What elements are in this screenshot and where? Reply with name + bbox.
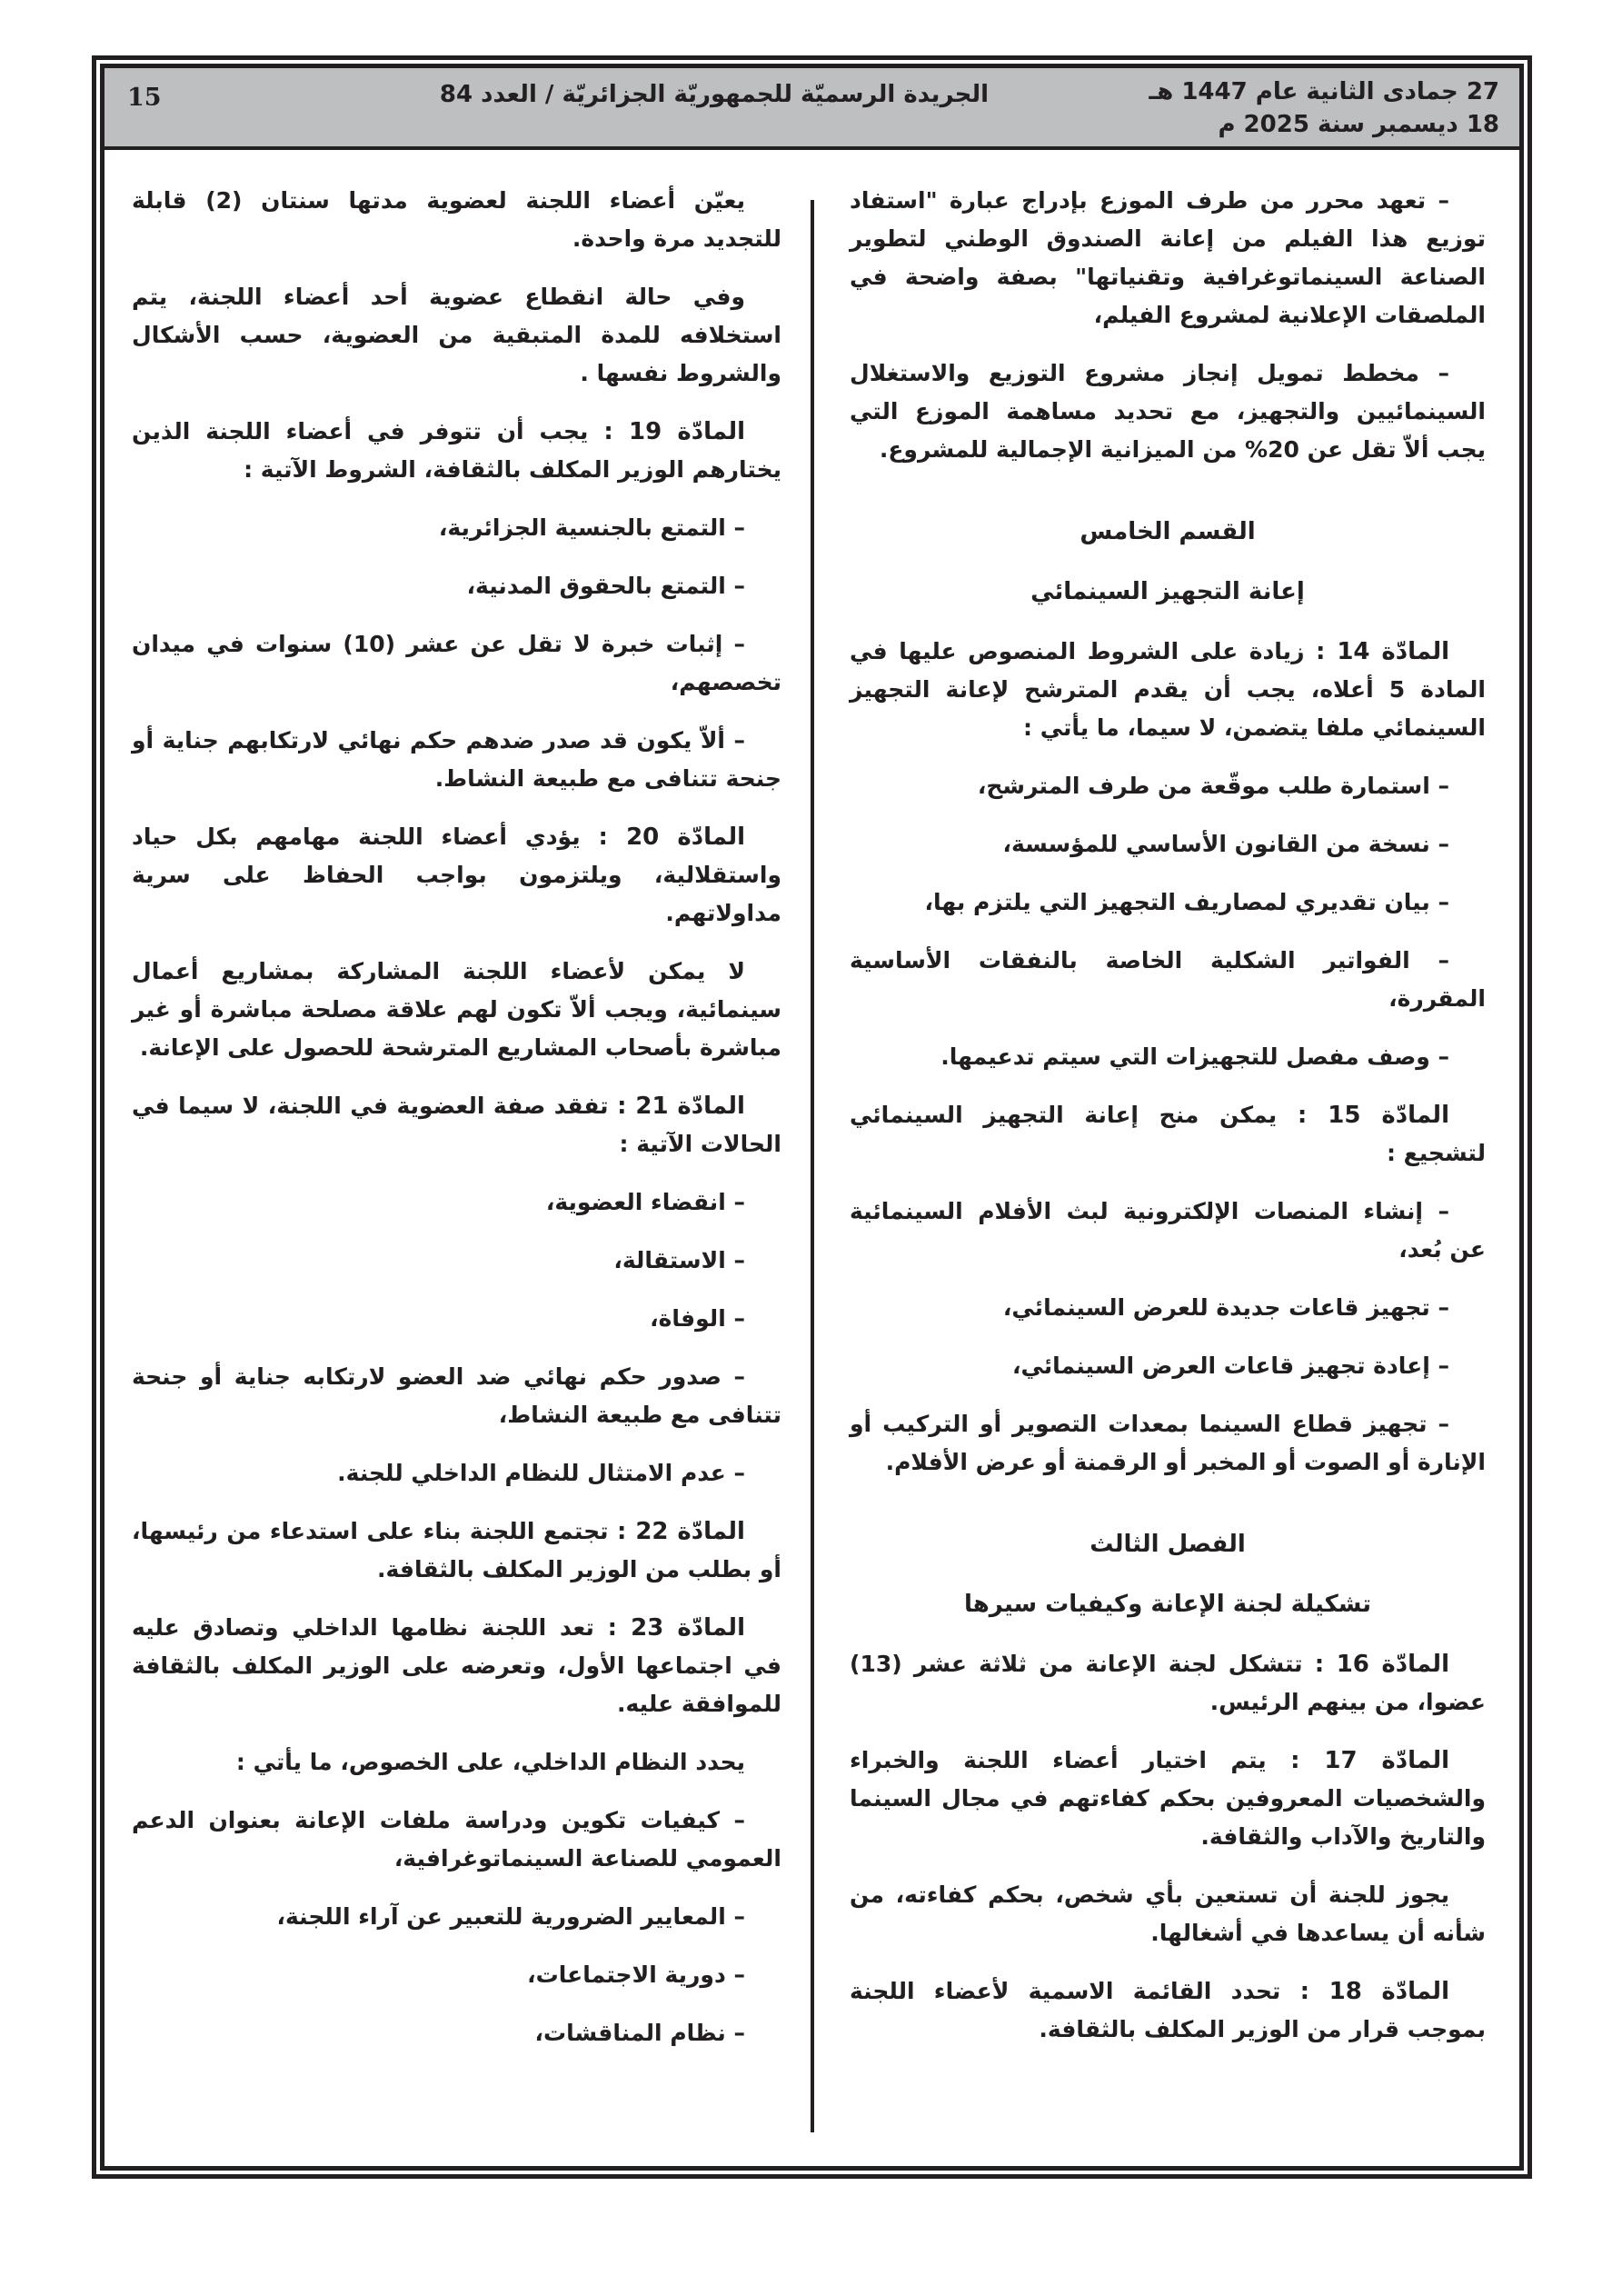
list-item: – انقضاء العضوية، [132, 1183, 781, 1222]
article-15 [850, 1096, 1486, 1173]
paragraph: لا يمكن لأعضاء اللجنة المشاركة بمشاريع أعمال سينمائية، ويجب ألاّ تكون لهم علاقة مصلحة مباشرة أو غير مباشرة بأصحاب المشاريع المترشحة للحصول على الإعانة. [132, 958, 781, 1061]
list-item: – بيان تقديري لمصاريف التجهيز التي يلتزم بها، [850, 883, 1486, 922]
article-text: تجتمع اللجنة بناء على استدعاء من رئيسها، أو بطلب من الوزير المكلف بالثقافة. [132, 1518, 781, 1582]
column-divider [811, 200, 814, 2132]
article-text: زيادة على الشروط المنصوص عليها في المادة 5 أعلاه، يجب أن يقدم المترشح لإعانة التجهيز السينمائي ملفا يتضمن، لا سيما، ما يأتي : [850, 638, 1486, 741]
section-heading: القسم الخامس [1080, 518, 1256, 545]
article-23 [132, 1609, 781, 1723]
paragraph: يعيّن أعضاء اللجنة لعضوية مدتها سنتان (2) قابلة للتجديد مرة واحدة. [132, 187, 781, 252]
article-label: المادّة 19 : [603, 418, 745, 445]
list-item: – الوفاة، [132, 1300, 781, 1338]
header-dates [1149, 75, 1499, 141]
page-header [104, 68, 1519, 150]
article-label: المادّة 15 : [1297, 1102, 1449, 1129]
list-item: – تجهيز قطاع السينما بمعدات التصوير أو التركيب أو الإنارة أو الصوت أو المخبر أو الرقمنة أو عرض الأفلام. [850, 1405, 1486, 1482]
list-item: – صدور حكم نهائي ضد العضو لارتكابه جناية أو جنحة تتنافى مع طبيعة النشاط، [132, 1358, 781, 1434]
list-item: – كيفيات تكوين ودراسة ملفات الإعانة بعنوان الدعم العمومي للصناعة السينماتوغرافية، [132, 1802, 781, 1878]
article-text: تفقد صفة العضوية في اللجنة، لا سيما في الحالات الآتية : [132, 1093, 781, 1157]
article-20 [132, 818, 781, 933]
article-text: تحدد القائمة الاسمية لأعضاء اللجنة بموجب قرار من الوزير المكلف بالثقافة. [850, 1978, 1486, 2042]
list-item: – إنشاء المنصات الإلكترونية لبث الأفلام السينمائية عن بُعد، [850, 1193, 1486, 1269]
article-text: يؤدي أعضاء اللجنة مهامهم بكل حياد واستقلالية، ويلتزمون بواجب الحفاظ على سرية مداولاتهم. [132, 824, 781, 926]
list-item: – عدم الامتثال للنظام الداخلي للجنة. [132, 1454, 781, 1492]
article-label: المادّة 20 : [598, 824, 745, 851]
list-item: – إثبات خبرة لا تقل عن عشر (10) سنوات في ميدان تخصصهم، [132, 625, 781, 702]
article-text: يمكن منح إعانة التجهيز السينمائي لتشجيع : [850, 1102, 1486, 1166]
article-label: المادّة 21 : [617, 1093, 745, 1120]
list-item: – المعايير الضرورية للتعبير عن آراء اللجنة، [132, 1898, 781, 1936]
list-item: – ألاّ يكون قد صدر ضدهم حكم نهائي لارتكابهم جناية أو جنحة تتنافى مع طبيعة النشاط. [132, 722, 781, 798]
list-item: – نسخة من القانون الأساسي للمؤسسة، [850, 825, 1486, 863]
section-title: إعانة التجهيز السينمائي [1030, 578, 1305, 605]
article-text: تتشكل لجنة الإعانة من ثلاثة عشر (13) عضوا، من بينهم الرئيس. [850, 1651, 1486, 1715]
article-19 [132, 413, 781, 489]
list-item: – دورية الاجتماعات، [132, 1956, 781, 1994]
chapter-title: تشكيلة لجنة الإعانة وكيفيات سيرها [963, 1591, 1371, 1618]
article-label: المادّة 16 : [1314, 1651, 1449, 1678]
list-item: – وصف مفصل للتجهيزات التي سيتم تدعيمها. [850, 1038, 1486, 1076]
list-item: – إعادة تجهيز قاعات العرض السينمائي، [850, 1347, 1486, 1385]
hijri-date: 27 جمادى الثانية عام 1447 هـ [1149, 78, 1499, 105]
article-17 [850, 1742, 1486, 1856]
right-column [850, 182, 1486, 2069]
paragraph: – تعهد محرر من طرف الموزع بإدراج عبارة "استفاد توزيع هذا الفيلم من إعانة الصندوق الوطني لتطوير الصناعة السينماتوغرافية وتقنياتها" بصفة واضحة في الملصقات الإعلانية لمشروع الفيلم، [850, 182, 1486, 334]
list-item: – تجهيز قاعات جديدة للعرض السينمائي، [850, 1289, 1486, 1327]
chapter-heading: الفصل الثالث [1090, 1531, 1246, 1558]
article-label: المادّة 23 : [607, 1614, 745, 1642]
list-item: – الفواتير الشكلية الخاصة بالنفقات الأساسية المقررة، [850, 942, 1486, 1018]
article-21 [132, 1087, 781, 1163]
list-item: – التمتع بالجنسية الجزائرية، [132, 509, 781, 547]
paragraph: – مخطط تمويل إنجاز مشروع التوزيع والاستغلال السينمائيين والتجهيز، مع تحديد مساهمة الموزع التي يجب ألاّ تقل عن 20% من الميزانية الإجمالية للمشروع. [850, 354, 1486, 469]
article-label: المادّة 14 : [1316, 638, 1449, 665]
list-item: – نظام المناقشات، [132, 2014, 781, 2052]
paragraph: يجوز للجنة أن تستعين بأي شخص، بحكم كفاءته، من شأنه أن يساعدها في أشغالها. [850, 1882, 1486, 1946]
article-text: تعد اللجنة نظامها الداخلي وتصادق عليه في اجتماعها الأول، وتعرضه على الوزير المكلف بالثقافة للموافقة عليه. [132, 1614, 781, 1717]
paragraph: وفي حالة انقطاع عضوية أحد أعضاء اللجنة، يتم استخلافه للمدة المتبقية من العضوية، حسب الأشكال والشروط نفسها . [132, 284, 781, 386]
article-label: المادّة 17 : [1290, 1747, 1449, 1774]
journal-title: الجريدة الرسميّة للجمهوريّة الجزائريّة / العدد 84 [439, 81, 990, 108]
article-16 [850, 1645, 1486, 1722]
article-text: يجب أن تتوفر في أعضاء اللجنة الذين يختارهم الوزير المكلف بالثقافة، الشروط الآتية : [132, 418, 781, 483]
list-item: – الاستقالة، [132, 1242, 781, 1280]
article-label: المادّة 18 : [1299, 1978, 1449, 2005]
article-label: المادّة 22 : [617, 1518, 745, 1545]
article-14 [850, 633, 1486, 747]
page-number: 15 [127, 84, 162, 112]
list-item: – استمارة طلب موقّعة من طرف المترشح، [850, 767, 1486, 805]
left-column [132, 182, 781, 2072]
list-item: – التمتع بالحقوق المدنية، [132, 567, 781, 605]
gregorian-date: 18 ديسمبر سنة 2025 م [1218, 111, 1499, 138]
article-text: يتم اختيار أعضاء اللجنة والخبراء والشخصيات المعروفين بحكم كفاءتهم في مجال السينما والتاريخ والآداب والثقافة. [850, 1747, 1486, 1850]
article-18 [850, 1972, 1486, 2049]
article-22 [132, 1512, 781, 1589]
paragraph: يحدد النظام الداخلي، على الخصوص، ما يأتي : [235, 1749, 745, 1775]
